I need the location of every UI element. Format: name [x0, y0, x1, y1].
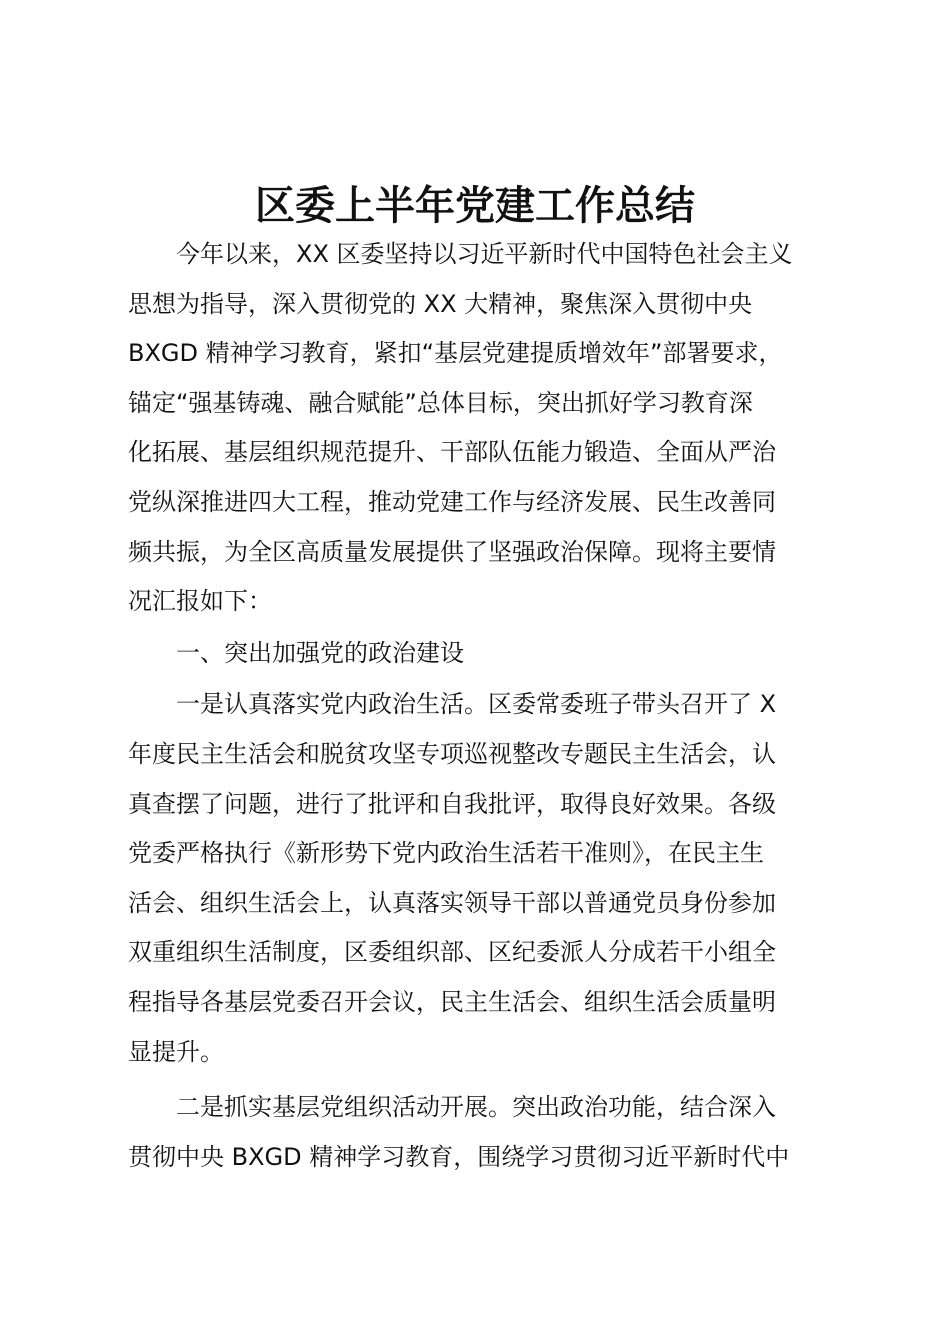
text-line: 活会、组织生活会上，认真落实领导干部以普通党员身份参加: [128, 888, 776, 917]
section-heading: [128, 629, 832, 679]
text-line: 年度民主生活会和脱贫攻坚专项巡视整改专题民主生活会，认: [128, 739, 776, 768]
text-line: 双重组织生活制度，区委组织部、区纪委派人分成若干小组全: [128, 938, 776, 967]
text-line: 程指导各基层党委召开会议，民主生活会、组织生活会质量明: [128, 987, 776, 1016]
body-paragraph: [128, 680, 832, 1077]
text-line: 况汇报如下：: [128, 587, 272, 616]
text-line: 今年以来，XX 区委坚持以习近平新时代中国特色社会主义: [176, 240, 793, 268]
text-line: 化拓展、基层组织规范提升、干部队伍能力锻造、全面从严治: [128, 438, 776, 467]
text-line: 频共振，为全区高质量发展提供了坚强政治保障。现将主要情: [128, 537, 776, 566]
text-line: 二是抓实基层党组织活动开展。突出政治功能，结合深入: [176, 1093, 776, 1122]
section-heading-text: 一、突出加强党的政治建设: [176, 638, 464, 667]
document-body: [128, 230, 832, 1182]
text-line: 党纵深推进四大工程，推动党建工作与经济发展、民生改善同: [128, 487, 776, 516]
body-paragraph: [128, 1083, 832, 1182]
text-line: 思想为指导，深入贯彻党的 XX 大精神，聚焦深入贯彻中央: [128, 289, 753, 318]
text-line: 一是认真落实党内政治生活。区委常委班子带头召开了 X: [176, 690, 777, 719]
document-title: 区委上半年党建工作总结: [255, 183, 695, 229]
text-line: 显提升。: [128, 1037, 224, 1066]
text-line: 贯彻中央 BXGD 精神学习教育，围绕学习贯彻习近平新时代中: [128, 1142, 790, 1171]
text-line: 真查摆了问题，进行了批评和自我批评，取得良好效果。各级: [128, 789, 776, 818]
intro-paragraph: [128, 230, 832, 627]
text-line: 锚定“强基铸魂、融合赋能”总体目标，突出抓好学习教育深: [128, 388, 753, 417]
text-line: 党委严格执行《新形势下党内政治生活若干准则》，在民主生: [128, 839, 764, 868]
text-line: BXGD 精神学习教育，紧扣“基层党建提质增效年”部署要求，: [128, 339, 783, 368]
